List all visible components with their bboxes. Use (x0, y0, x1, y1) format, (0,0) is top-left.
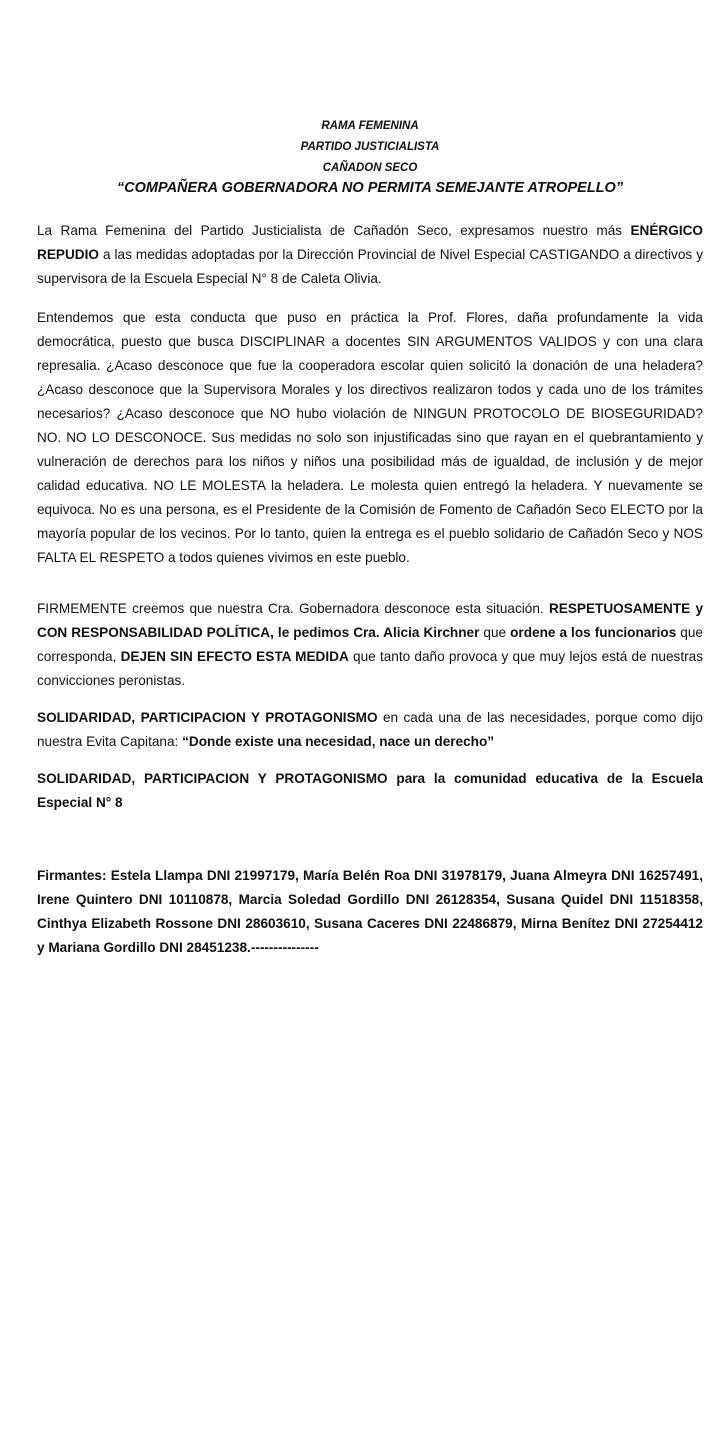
paragraph-solidarity-emphasis: SOLIDARIDAD, PARTICIPACION Y PROTAGONISMO (37, 710, 378, 725)
paragraph-repudio-text-2: a las medidas adoptadas por la Dirección Provincial de Nivel Especial CASTIGANDO a directivos y supervisora de la Escuela Especial N° 8 de Caleta Olivia. (37, 247, 703, 286)
paragraph-request-emphasis-2: ordene a los funcionarios (510, 625, 677, 640)
paragraph-repudio-emphasis: ENÉRGICO REPUDIO (37, 223, 703, 262)
paragraph-school-solidarity: SOLIDARIDAD, PARTICIPACION Y PROTAGONISMO para la comunidad educativa de la Escuela Especial N° 8 (37, 771, 703, 810)
paragraph-request-text-3: que corresponda, (37, 625, 703, 664)
paragraph-argument: Entendemos que esta conducta que puso en práctica la Prof. Flores, daña profundamente la vida democrática, puesto que busca DISCIPLINAR a docentes SIN ARGUMENTOS VALIDOS y con una clara represalia. ¿Acaso desconoce que fue la cooperadora escolar quien solicitó la donación de una heladera? ¿Acaso desconoce que la Supervisora Morales y los directivos realizaron todos y cada uno de los trámites necesarios? ¿Acaso desconoce que NO hubo violación de NINGUN PROTOCOLO DE BIOSEGURIDAD? NO. NO LO DESCONOCE. Sus medidas no solo son injustificadas sino que rayan en el quebrantamiento y vulneración de derechos para los niños y niños una posibilidad más de igualdad, de inclusión y de mejor calidad educativa. NO LE MOLESTA la heladera. Le molesta quien entregó la heladera. Y nuevamente se equivoca. No es una persona, es el Presidente de la Comisión de Fomento de Cañadón Seco ELECTO por la mayoría popular de los vecinos. Por lo tanto, quien la entrega es el pueblo solidario de Cañadón Seco y NOS FALTA EL RESPETO a todos quienes vivimos en este pueblo. (37, 310, 703, 565)
paragraph-request-emphasis-3: DEJEN SIN EFECTO ESTA MEDIDA (120, 649, 349, 664)
letterhead-line-3: CAÑADON SECO (322, 162, 418, 174)
signatories-list: Firmantes: Estela Llampa DNI 21997179, María Belén Roa DNI 31978179, Juana Almeyra DNI 16257491, Irene Quintero DNI 10110878, Marcia Soledad Gordillo DNI 26128354, Susana Quidel DNI 11518358, Cinthya Elizabeth Rossone DNI 28603610, Susana Caceres DNI 22486879, Mirna Benítez DNI 27254412 y Mariana Gordillo DNI 28451238.--------------- (37, 868, 703, 955)
paragraph-request-emphasis-1: RESPETUOSAMENTE y CON RESPONSABILIDAD POLÍTICA, le pedimos Cra. Alicia Kirchner (37, 601, 704, 640)
paragraph-request (37, 597, 703, 693)
paragraph-request-text-1: FIRMEMENTE creemos que nuestra Cra. Gobernadora desconoce esta situación. (37, 601, 549, 616)
paragraph-solidarity-quote (37, 706, 703, 754)
document-headline: “COMPAÑERA GOBERNADORA NO PERMITA SEMEJANTE ATROPELLO” (116, 180, 624, 196)
paragraph-request-text-4: que tanto daño provoca y que muy lejos está de nuestras convicciones peronistas. (37, 649, 704, 688)
paragraph-request-text-2: que (479, 625, 511, 640)
paragraph-solidarity-text: en cada una de las necesidades, porque como dijo nuestra Evita Capitana: (37, 710, 703, 749)
letterhead-line-1: RAMA FEMENINA (321, 120, 419, 132)
letterhead (0, 116, 720, 179)
paragraph-repudio-text-1: La Rama Femenina del Partido Justicialista de Cañadón Seco, expresamos nuestro más (37, 223, 631, 238)
evita-quote: “Donde existe una necesidad, nace un derecho” (182, 734, 495, 749)
letterhead-line-2: PARTIDO JUSTICIALISTA (300, 141, 440, 153)
paragraph-repudio (37, 219, 703, 291)
